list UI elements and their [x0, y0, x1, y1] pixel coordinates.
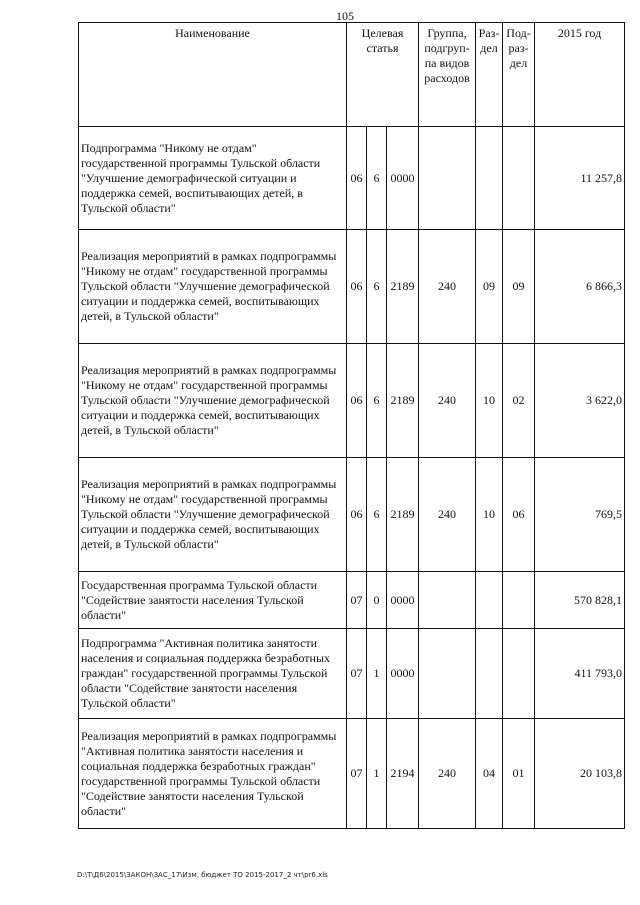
target-code-subprogram: 0: [367, 572, 387, 629]
budget-table: [78, 22, 625, 829]
row-name: Реализация мероприятий в рамках подпрограммы "Никому не отдам" государственной программы Тульской области "Улучшение демографической ситуации и поддержка семей, воспитывающих детей, в Тульской области": [79, 344, 347, 458]
header-row: [79, 23, 625, 127]
amount: 570 828,1: [535, 572, 625, 629]
table-row: [79, 719, 625, 829]
header-year-2015: 2015 год: [535, 23, 625, 127]
target-code-direction: 2194: [387, 719, 419, 829]
target-code-program: 06: [347, 458, 367, 572]
table-row: [79, 572, 625, 629]
expense-group: 240: [419, 344, 476, 458]
subsection: [503, 629, 535, 719]
section: [476, 629, 503, 719]
target-code-subprogram: 6: [367, 458, 387, 572]
row-name: Реализация мероприятий в рамках подпрограммы "Никому не отдам" государственной программы Тульской области "Улучшение демографической ситуации и поддержка семей, воспитывающих детей, в Тульской области": [79, 230, 347, 344]
row-name: Государственная программа Тульской области "Содействие занятости населения Тульской области": [79, 572, 347, 629]
header-name: Наименование: [79, 23, 347, 127]
expense-group: [419, 572, 476, 629]
expense-group: 240: [419, 719, 476, 829]
table-row: [79, 127, 625, 230]
header-target-article: Целевая статья: [347, 23, 419, 127]
header-expense-group: Группа, подгруп-па видов расходов: [419, 23, 476, 127]
section: 09: [476, 230, 503, 344]
target-code-program: 06: [347, 344, 367, 458]
subsection: 01: [503, 719, 535, 829]
target-code-subprogram: 6: [367, 230, 387, 344]
section: 10: [476, 344, 503, 458]
amount: 769,5: [535, 458, 625, 572]
target-code-direction: 2189: [387, 230, 419, 344]
table-row: [79, 230, 625, 344]
target-code-subprogram: 1: [367, 719, 387, 829]
expense-group: 240: [419, 230, 476, 344]
subsection: [503, 572, 535, 629]
row-name: Реализация мероприятий в рамках подпрограммы "Активная политика занятости населения и социальная поддержка безработных граждан" государственной программы Тульской области "Содействие занятости населения Тульской области": [79, 719, 347, 829]
section: [476, 127, 503, 230]
row-name: Реализация мероприятий в рамках подпрограммы "Никому не отдам" государственной программы Тульской области "Улучшение демографической ситуации и поддержка семей, воспитывающих детей, в Тульской области": [79, 458, 347, 572]
amount: 20 103,8: [535, 719, 625, 829]
expense-group: [419, 127, 476, 230]
target-code-program: 07: [347, 572, 367, 629]
row-name: Подпрограмма "Активная политика занятости населения и социальная поддержка безработных граждан" государственной программы Тульской области "Содействие занятости населения Тульской области": [79, 629, 347, 719]
target-code-direction: 2189: [387, 458, 419, 572]
subsection: [503, 127, 535, 230]
subsection: 02: [503, 344, 535, 458]
amount: 3 622,0: [535, 344, 625, 458]
target-code-subprogram: 6: [367, 344, 387, 458]
target-code-direction: 0000: [387, 127, 419, 230]
file-path-footer: D:\Т\Д6\2015\ЗАКОН\ЗАС_17\Изм. бюджет ТО 2015-2017_2 чт\pr6.xls: [77, 871, 328, 879]
amount: 411 793,0: [535, 629, 625, 719]
header-section: Раз-дел: [476, 23, 503, 127]
section: 10: [476, 458, 503, 572]
row-name: Подпрограмма "Никому не отдам" государственной программы Тульской области "Улучшение демографической ситуации и поддержка семей, воспитывающих детей, в Тульской области": [79, 127, 347, 230]
table-row: [79, 629, 625, 719]
expense-group: [419, 629, 476, 719]
target-code-program: 06: [347, 127, 367, 230]
target-code-subprogram: 1: [367, 629, 387, 719]
table-row: [79, 458, 625, 572]
target-code-subprogram: 6: [367, 127, 387, 230]
expense-group: 240: [419, 458, 476, 572]
table-row: [79, 344, 625, 458]
page-number: 105: [336, 9, 354, 23]
amount: 11 257,8: [535, 127, 625, 230]
section: 04: [476, 719, 503, 829]
target-code-program: 07: [347, 629, 367, 719]
target-code-direction: 0000: [387, 572, 419, 629]
target-code-program: 06: [347, 230, 367, 344]
target-code-program: 07: [347, 719, 367, 829]
amount: 6 866,3: [535, 230, 625, 344]
section: [476, 572, 503, 629]
header-subsection: Под-раз-дел: [503, 23, 535, 127]
target-code-direction: 0000: [387, 629, 419, 719]
subsection: 06: [503, 458, 535, 572]
subsection: 09: [503, 230, 535, 344]
target-code-direction: 2189: [387, 344, 419, 458]
